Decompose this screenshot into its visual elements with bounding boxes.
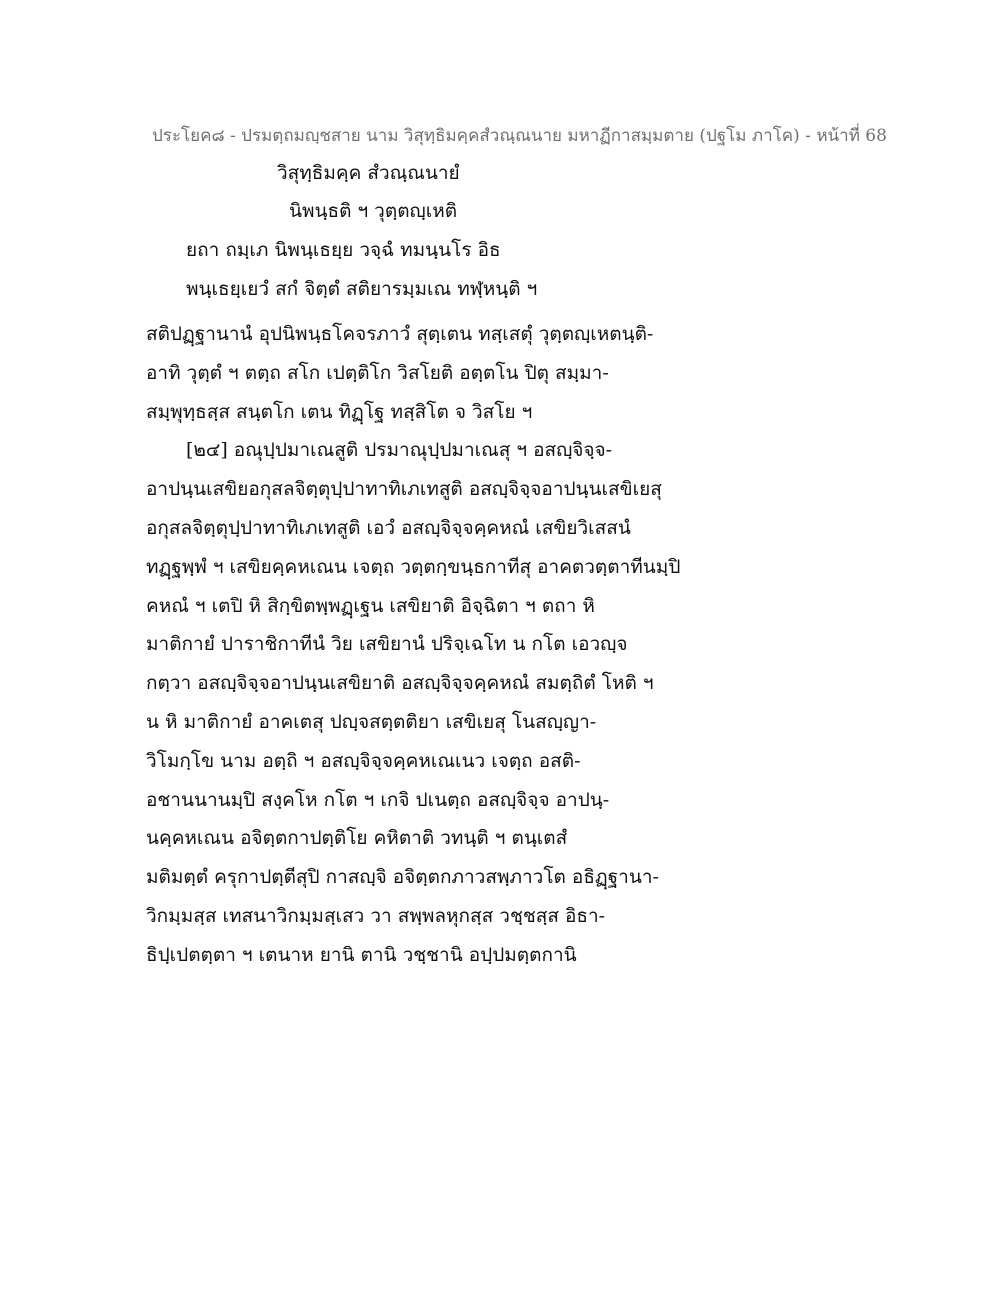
body-line: สติปฏฺฐานานํ อุปนิพนฺธโคจรภาวํ สุตฺเตน ทสฺเสตุํ วุตฺตญฺเหตนฺติ- [146,323,654,345]
body-line: มติมตฺตํ ครุกาปตฺตีสุปิ กาสญฺจิ อจิตฺตกภาวสพฺภาวโต อธิฏฺฐานา- [146,866,659,889]
body-line: สมฺพุทฺธสฺส สนฺตโก เตน ทิฏฺโฐ ทสฺสิโต จ วิสโย ฯ [146,400,533,423]
body-line: อกุสลจิตฺตุปฺปาทาทิเภเทสูติ เอวํ อสญฺจิจฺจคฺคหณํ เสขิยวิเสสนํ [146,516,631,539]
running-header: ประโยค๘ - ปรมตฺถมญฺชสาย นาม วิสุทฺธิมคฺคสํวณฺณนาย มหาฏีกาสมฺมตาย (ปฐโม ภาโค) - หน้าที่ 68 [152,126,887,146]
body-paragraphs [146,315,706,975]
body-line: อาปนฺนเสขิยอกุสลจิตฺตุปฺปาทาทิเภเทสูติ อสญฺจิจฺจอาปนฺนเสขิเยสุ [146,478,662,501]
body-line: ทฏฺฐพฺพํ ฯ เสขิยคฺคหเณน เจตฺถ วตฺตกฺขนฺธกาทีสุ อาคตวตฺตาทีนมฺปิ [146,555,681,578]
body-line: วิโมกฺโข นาม อตฺถิ ฯ อสญฺจิจฺจคฺคหเณเนว เจตฺถ อสติ- [146,749,581,772]
body-line: คหณํ ฯ เตปิ หิ สิกฺขิตพฺพฏฺเฐน เสขิยาติ อิจฺฉิตา ฯ ตถา หิ [146,594,595,617]
verse-line-2: พนฺเธยฺเยวํ สกํ จิตฺตํ สติยารมฺมเณ ทฬฺหนฺติ ฯ [186,278,538,300]
body-line: อาทิ วุตฺตํ ฯ ตตฺถ สโก เปตฺติโก วิสโยติ อตฺตโน ปิตุ สมฺมา- [146,361,609,384]
body-line: กตฺวา อสญฺจิจฺจอาปนฺนเสขิยาติ อสญฺจิจฺจคฺคหณํ สมตฺถิตํ โหติ ฯ [146,672,654,695]
body-line: [๒๔] อณุปฺปมาเณสูติ ปรมาณุปฺปมาเณสุ ฯ อสญฺจิจฺจ- [186,439,613,462]
body-line: นคฺคหเณน อจิตฺตกาปตฺติโย คหิตาติ วทนฺติ ฯ ตนฺเตสํ [146,827,568,850]
body-line: มาติกายํ ปาราชิกาทีนํ วิย เสขิยานํ ปริจฺเฉโท น กโต เอวญฺจ [146,633,628,656]
verse-subtitle: นิพนฺธติ ฯ วุตฺตญฺเหติ [289,200,458,222]
body-line: ธิปฺเปตตฺตา ฯ เตนาห ยานิ ตานิ วชฺชานิ อปฺปมตฺตกานิ [146,943,577,966]
verse-line-1: ยถา ถมฺเภ นิพนฺเธยฺย วจฺฉํ ทมนฺนโร อิธ [186,239,501,261]
verse-title: วิสุทฺธิมคฺค สํวณฺณนายํ [277,162,460,184]
body-line: น หิ มาติกายํ อาคเตสุ ปญฺจสตฺตติยา เสขิเยสุ โนสญฺญา- [146,710,597,733]
body-line: อชานนานมฺปิ สงฺคโห กโต ฯ เกจิ ปเนตฺถ อสญฺจิจฺจ อาปนฺ- [146,788,610,811]
body-line: วิกมฺมสฺส เทสนาวิกมฺมสฺเสว วา สพฺพลหุกสฺส วชฺชสฺส อิธา- [146,904,606,927]
